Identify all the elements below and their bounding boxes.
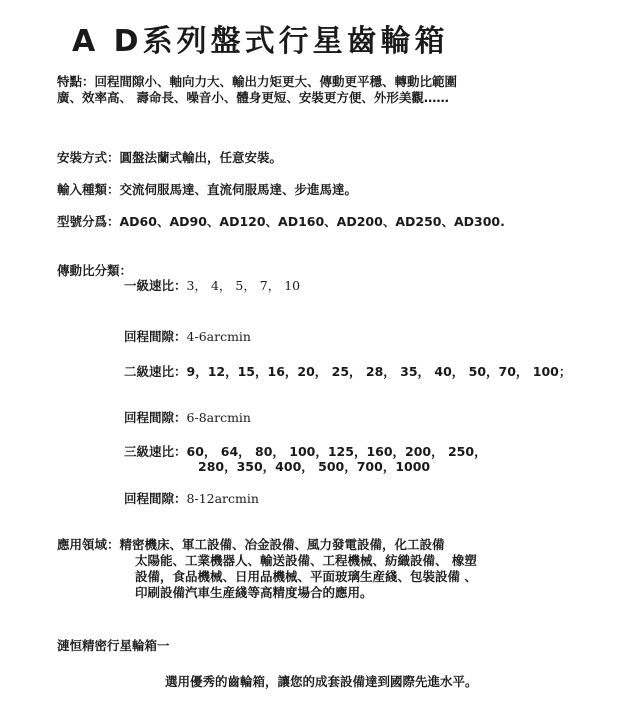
ratio-heading: 傳動比分類： (57, 263, 133, 278)
input-types: 輸入種類：交流伺服馬達、直流伺服馬達、步進馬達。 (57, 182, 358, 197)
stage3-backlash-row (124, 488, 259, 507)
model-list: 型號分爲：AD60、AD90、AD120、AD160、AD200、AD250、AD300. (57, 214, 505, 229)
stage2-backlash-row (124, 407, 251, 426)
features-line-1: 特點：回程間隙小、軸向力大、輸出力矩更大、傳動更平穩、轉動比範圍 (57, 74, 458, 89)
stage2-backlash-label: 回程間隙： (124, 410, 187, 425)
stage2-label: 二級速比： (124, 364, 187, 379)
application-line-2: 太陽能、工業機器人、輸送設備、工程機械、紡織設備、 橡塑 (135, 553, 477, 568)
application-line-3: 設備，食品機械、日用品機械、平面玻璃生産綫、包裝設備 、 (135, 569, 477, 584)
stage1-row (124, 275, 300, 294)
features-line-2: 廣、效率高、 壽命長、噪音小、體身更短、安裝更方便、外形美觀…… (57, 90, 449, 105)
stage2-backlash-value: 6-8arcmin (186, 410, 251, 425)
application-line-1: 應用領域：精密機床、軍工設備、冶金設備、風力發電設備，化工設備 (57, 537, 445, 552)
stage2-values: 9，12，15，16，20， 25， 28， 35， 40， 50，70， 100； (186, 364, 572, 379)
application-line-4: 印刷設備汽車生産綫等高精度場合的應用。 (135, 585, 373, 600)
slogan: 選用優秀的齒輪箱，讓您的成套設備達到國際先進水平。 (165, 674, 478, 689)
stage3-backlash-value: 8-12arcmin (186, 491, 259, 506)
stage1-backlash-value: 4-6arcmin (186, 329, 251, 344)
stage3-values-line-1: 60， 64， 80， 100，125，160，200， 250， (186, 444, 487, 459)
stage1-backlash-row (124, 326, 251, 345)
stage1-label: 一級速比： (124, 278, 187, 293)
install-method: 安裝方式：圓盤法蘭式輸出，任意安裝。 (57, 150, 283, 165)
stage3-backlash-label: 回程間隙： (124, 491, 187, 506)
stage2-row (124, 361, 571, 380)
company-name: 漣恒精密行星輪箱一 (57, 638, 170, 653)
stage1-values: 3， 4， 5， 7， 10 (186, 278, 301, 293)
stage3-label: 三級速比： (124, 444, 187, 459)
stage1-backlash-label: 回程間隙： (124, 329, 187, 344)
stage3-values-line-2: 280，350，400， 500，700，1000 (198, 459, 431, 474)
page-title: A D系列盤式行星齒輪箱 (72, 24, 449, 59)
